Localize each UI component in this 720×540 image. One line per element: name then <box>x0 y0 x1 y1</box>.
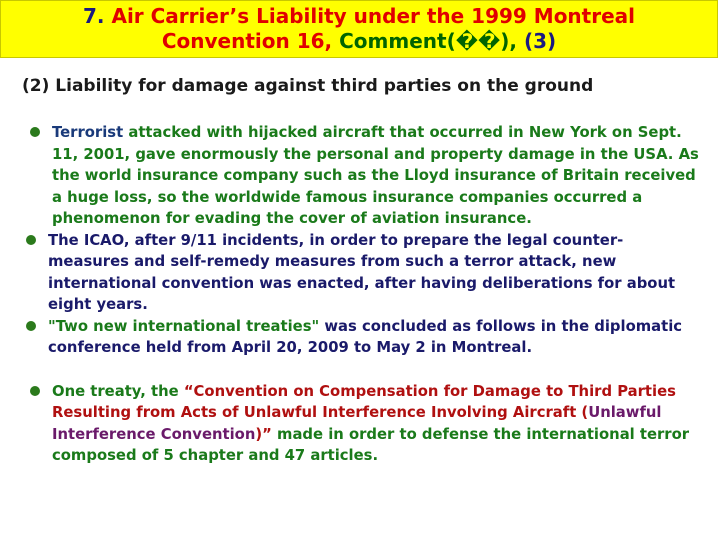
bullet-term: Terrorist <box>52 124 124 141</box>
bullet-item <box>30 122 700 230</box>
bullet-text: One treaty, the <box>52 382 184 400</box>
title-line-1 <box>1 4 717 29</box>
bullet-item <box>30 230 700 316</box>
title-text-1: Air Carrier’s Liability under the 1999 Montreal <box>104 4 636 28</box>
bullet-item <box>30 381 700 467</box>
bullet-text: attacked with hijacked aircraft that occurred in New York on Sept. 11, 2001, gave enormously the personal and property damage in the USA. As the world insurance company such as the Lloyd insurance of Britain received a huge loss, so the worldwide famous insurance companies occurred a phenomenon for evading the cover of aviation insurance. <box>52 124 699 227</box>
bullet-term: "Two new international treaties" <box>48 317 320 335</box>
bullet-text: The ICAO, after 9/11 incidents, in order to prepare the legal counter-measures and self-remedy measures from such a terror attack, new international convention was enacted, after having deliberations for about eight years. <box>48 231 676 313</box>
convention-close: )” <box>255 425 272 443</box>
bullet-dot-icon <box>26 235 36 245</box>
title-text-2a: Convention 16, <box>161 29 333 53</box>
bullet-text: made in order to defense the international terror composed of 5 chapter and 47 articles. <box>52 425 690 464</box>
convention-short-name: Unlawful Interference Convention <box>52 404 662 443</box>
bullet-item <box>30 316 700 359</box>
bullet-list <box>30 122 700 467</box>
section-heading: (2) Liability for damage against third parties on the ground <box>22 76 594 96</box>
convention-name: “Convention on Compensation for Damage to Third Parties Resulting from Acts of Unlawful Interference Involving Aircraft ( <box>52 382 676 421</box>
bullet-dot-icon <box>30 127 40 137</box>
title-line-2 <box>1 29 717 54</box>
bullet-text: was concluded as follows in the diplomatic conference held from April 20, 2009 to May 2 in Montreal. <box>48 317 683 356</box>
slide-title <box>0 0 718 58</box>
title-number: 7. <box>82 4 105 28</box>
bullet-dot-icon <box>30 386 40 396</box>
bullet-dot-icon <box>26 321 36 331</box>
title-text-2b: Comment(��), <box>332 29 517 53</box>
title-text-2c: (3) <box>516 29 557 53</box>
